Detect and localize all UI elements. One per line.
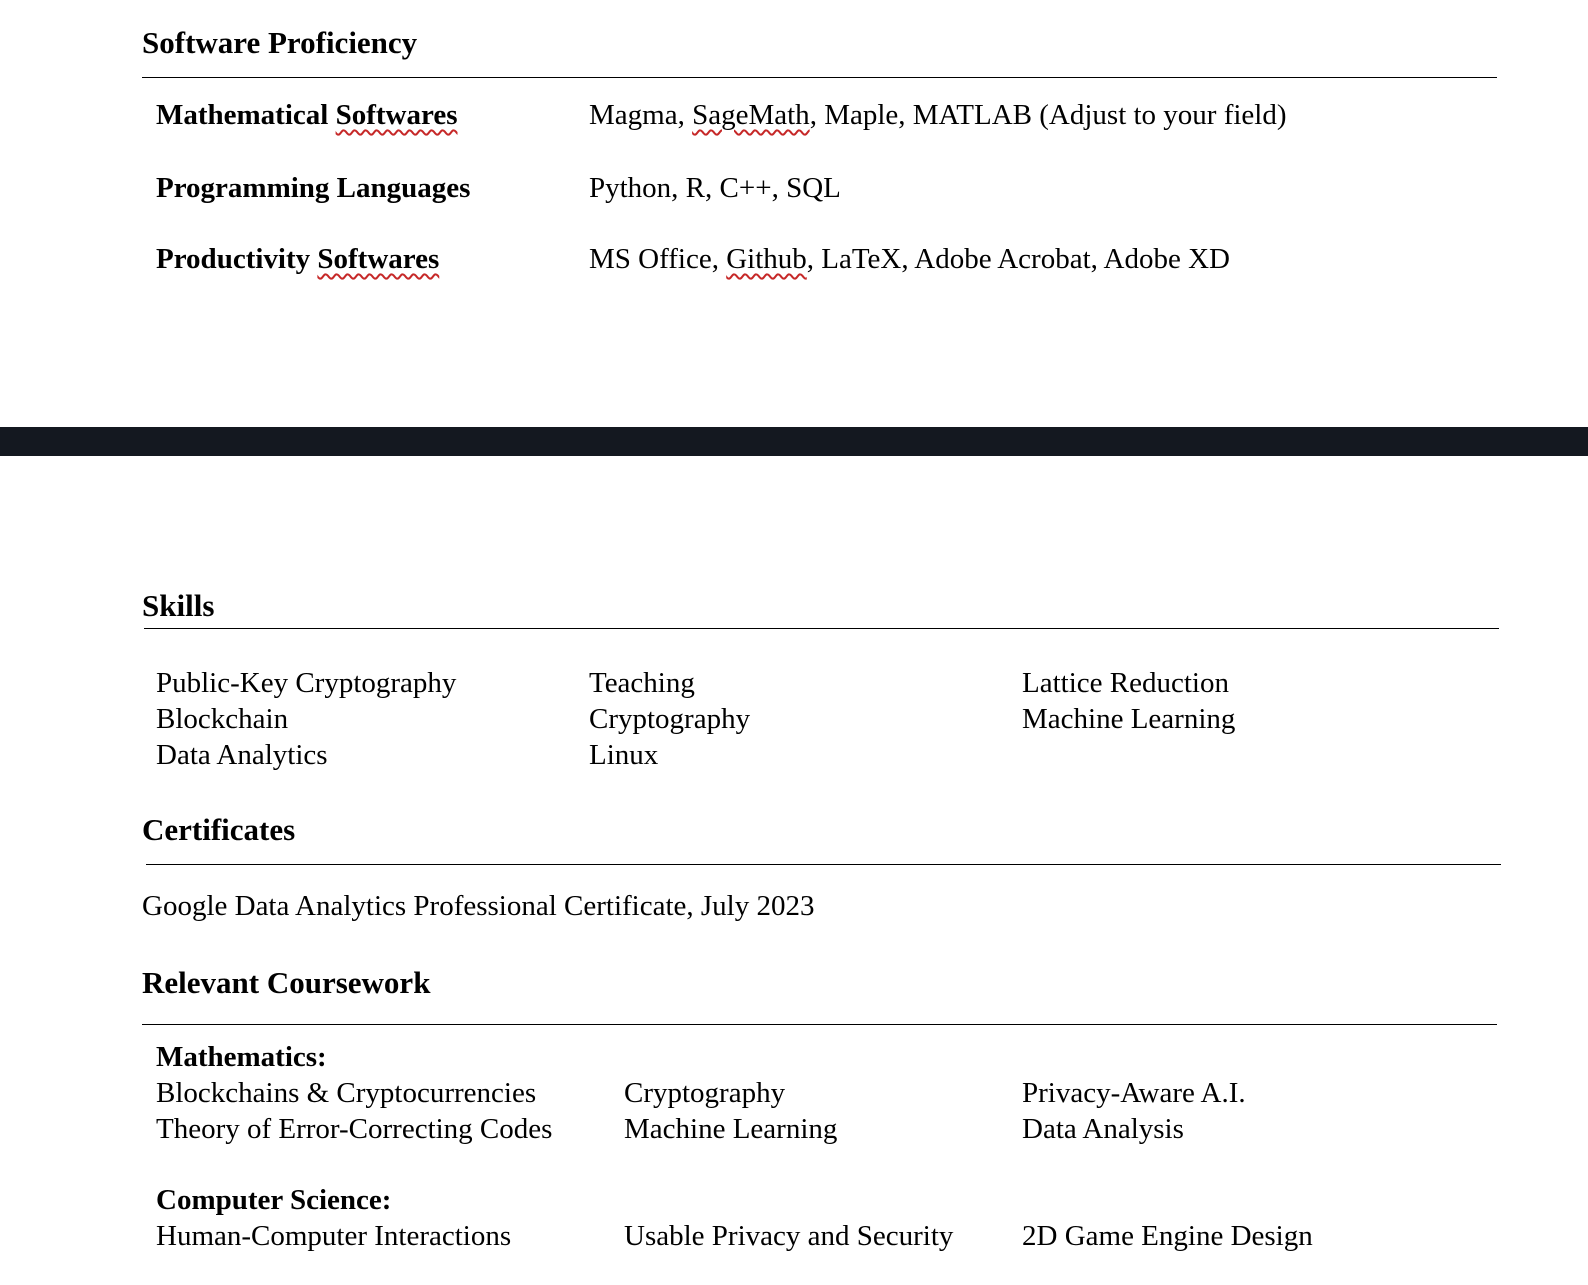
skill-item: Machine Learning bbox=[1022, 703, 1236, 735]
course-item: Usable Privacy and Security bbox=[624, 1220, 954, 1252]
software-value: Python, R, C++, SQL bbox=[589, 172, 841, 204]
skill-item: Lattice Reduction bbox=[1022, 667, 1229, 699]
course-item: 2D Game Engine Design bbox=[1022, 1220, 1313, 1252]
skills-column bbox=[156, 665, 456, 773]
course-item: Privacy-Aware A.I. bbox=[1022, 1077, 1246, 1109]
section-divider bbox=[146, 864, 1501, 865]
software-label: Programming Languages bbox=[156, 172, 471, 204]
coursework-column bbox=[156, 1075, 552, 1147]
page-break bbox=[0, 427, 1588, 456]
relevant-coursework-heading: Relevant Coursework bbox=[142, 965, 431, 1000]
spellcheck-flag: SageMath bbox=[692, 99, 810, 131]
skills-heading: Skills bbox=[142, 588, 215, 623]
software-label: Mathematical Softwares bbox=[156, 99, 458, 131]
skill-item: Blockchain bbox=[156, 703, 289, 735]
course-item: Theory of Error-Correcting Codes bbox=[156, 1113, 553, 1145]
certificate-item: Google Data Analytics Professional Certificate, July 2023 bbox=[142, 890, 815, 922]
course-item: Human-Computer Interactions bbox=[156, 1220, 512, 1252]
skill-item: Data Analytics bbox=[156, 739, 328, 771]
skill-item: Linux bbox=[589, 739, 659, 771]
spellcheck-flag: Softwares bbox=[317, 243, 440, 275]
skill-item: Teaching bbox=[589, 667, 695, 699]
software-proficiency-heading: Software Proficiency bbox=[142, 25, 418, 60]
skill-item: Public-Key Cryptography bbox=[156, 667, 457, 699]
course-item: Blockchains & Cryptocurrencies bbox=[156, 1077, 537, 1109]
course-item: Data Analysis bbox=[1022, 1113, 1184, 1145]
software-label: Productivity Softwares bbox=[156, 243, 440, 275]
spellcheck-flag: Github bbox=[726, 243, 807, 275]
skills-column bbox=[1022, 665, 1235, 737]
section-divider bbox=[142, 77, 1497, 78]
software-value: Magma, SageMath, Maple, MATLAB (Adjust to your field) bbox=[589, 99, 1287, 131]
certificates-heading: Certificates bbox=[142, 812, 296, 847]
section-divider bbox=[142, 1024, 1497, 1025]
coursework-group-title: Mathematics: bbox=[156, 1041, 327, 1073]
spellcheck-flag: Softwares bbox=[335, 99, 458, 131]
course-item: Cryptography bbox=[624, 1077, 786, 1109]
coursework-column bbox=[1022, 1075, 1246, 1147]
section-divider bbox=[144, 628, 1499, 629]
skill-item: Cryptography bbox=[589, 703, 751, 735]
skills-column bbox=[589, 665, 750, 773]
course-item: Machine Learning bbox=[624, 1113, 838, 1145]
software-value: MS Office, Github, LaTeX, Adobe Acrobat, Adobe XD bbox=[589, 243, 1230, 275]
coursework-column bbox=[624, 1075, 837, 1147]
coursework-group-title: Computer Science: bbox=[156, 1184, 392, 1216]
